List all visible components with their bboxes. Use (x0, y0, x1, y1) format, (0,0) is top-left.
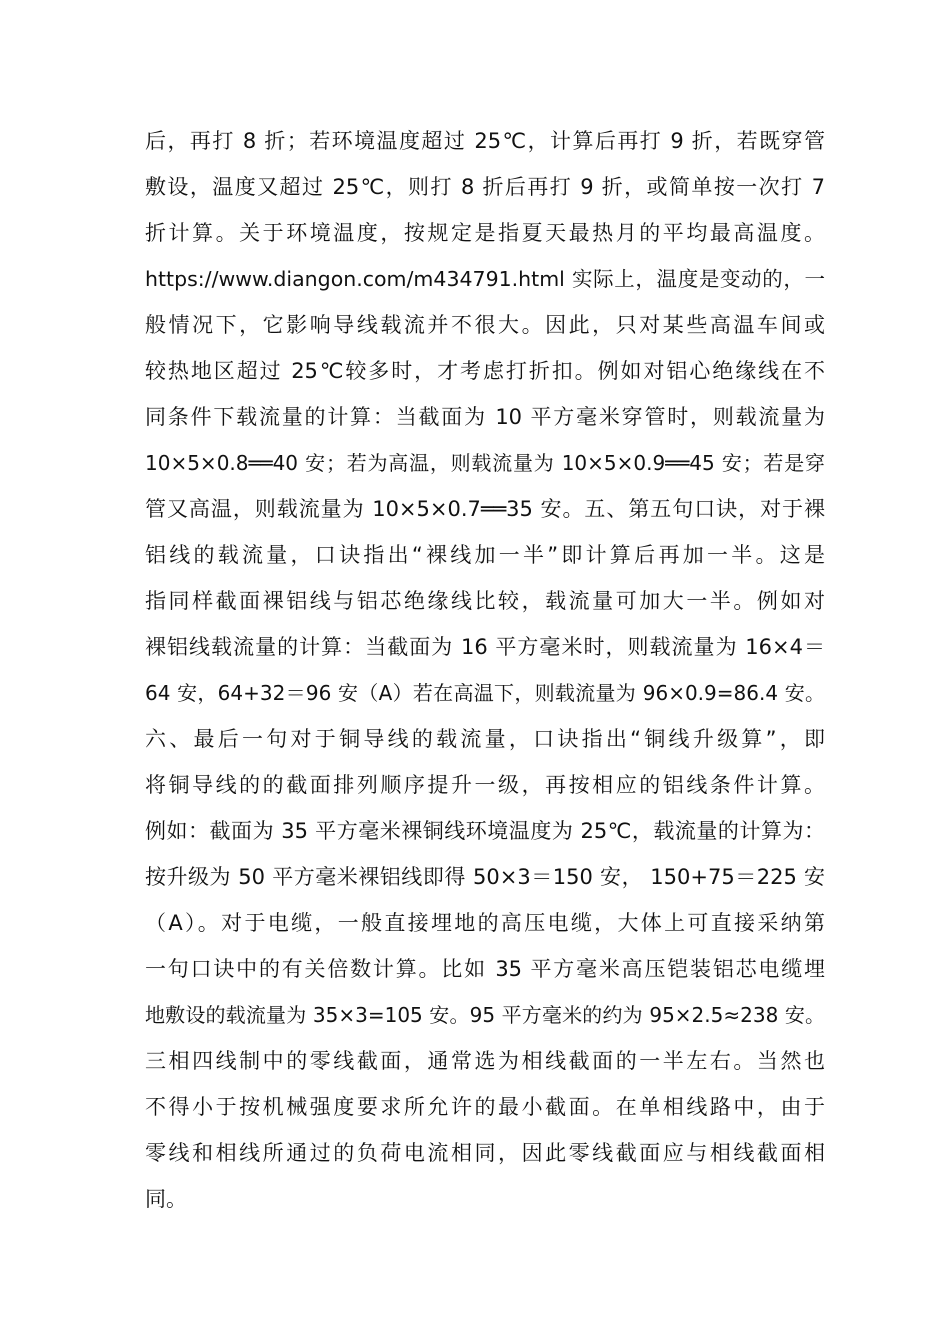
text-line: 零线和相线所通过的负荷电流相同，因此零线截面应与相线截面相 (145, 1141, 825, 1165)
text-line: 裸铝线载流量的计算：当截面为 16 平方毫米时，则载流量为 16×4＝ (145, 635, 825, 659)
text-line: 按升级为 50 平方毫米裸铝线即得 50×3＝150 安， 150+75＝225 安 (145, 865, 825, 889)
text-line: 10×5×0.8══40 安；若为高温，则载流量为 10×5×0.9══45 安；若是穿 (145, 451, 825, 475)
text-line: 不得小于按机械强度要求所允许的最小截面。在单相线路中，由于 (145, 1095, 825, 1119)
text-line: 折计算。关于环境温度，按规定是指夏天最热月的平均最高温度。 (145, 221, 825, 245)
text-line: 同。 (145, 1187, 187, 1211)
text-line: 六、最后一句对于铜导线的载流量，口诀指出“铜线升级算”，即 (145, 727, 825, 751)
text-line: （A）。对于电缆，一般直接埋地的高压电缆，大体上可直接采纳第 (145, 911, 825, 935)
text-line: 后，再打 8 折；若环境温度超过 25℃，计算后再打 9 折，若既穿管 (145, 129, 825, 153)
text-line: 敷设，温度又超过 25℃，则打 8 折后再打 9 折，或简单按一次打 7 (145, 175, 825, 199)
text-line: 同条件下载流量的计算：当截面为 10 平方毫米穿管时，则载流量为 (145, 405, 825, 429)
text-line: 地敷设的载流量为 35×3=105 安。95 平方毫米的约为 95×2.5≈238 安。 (145, 1003, 825, 1027)
text-line: 将铜导线的的截面排列顺序提升一级，再按相应的铝线条件计算。 (145, 773, 825, 797)
text-line: 般情况下，它影响导线载流并不很大。因此，只对某些高温车间或 (145, 313, 825, 337)
text-line: 一句口诀中的有关倍数计算。比如 35 平方毫米高压铠装铝芯电缆埋 (145, 957, 825, 981)
text-line: 三相四线制中的零线截面，通常选为相线截面的一半左右。当然也 (145, 1049, 825, 1073)
text-line: 较热地区超过 25℃较多时，才考虑打折扣。例如对铝心绝缘线在不 (145, 359, 825, 383)
text-line: 例如：截面为 35 平方毫米裸铜线环境温度为 25℃，载流量的计算为： (145, 819, 825, 843)
text-line: 管又高温，则载流量为 10×5×0.7══35 安。五、第五句口诀，对于裸 (145, 497, 825, 521)
text-line: 指同样截面裸铝线与铝芯绝缘线比较，载流量可加大一半。例如对 (145, 589, 825, 613)
text-line: 64 安，64+32＝96 安（A）若在高温下，则载流量为 96×0.9=86.4 安。 (145, 681, 825, 705)
text-line: 铝线的载流量，口诀指出“裸线加一半”即计算后再加一半。这是 (145, 543, 825, 567)
body-text (145, 118, 825, 1222)
text-line: https://www.diangon.com/m434791.html 实际上，温度是变动的，一 (145, 267, 825, 291)
